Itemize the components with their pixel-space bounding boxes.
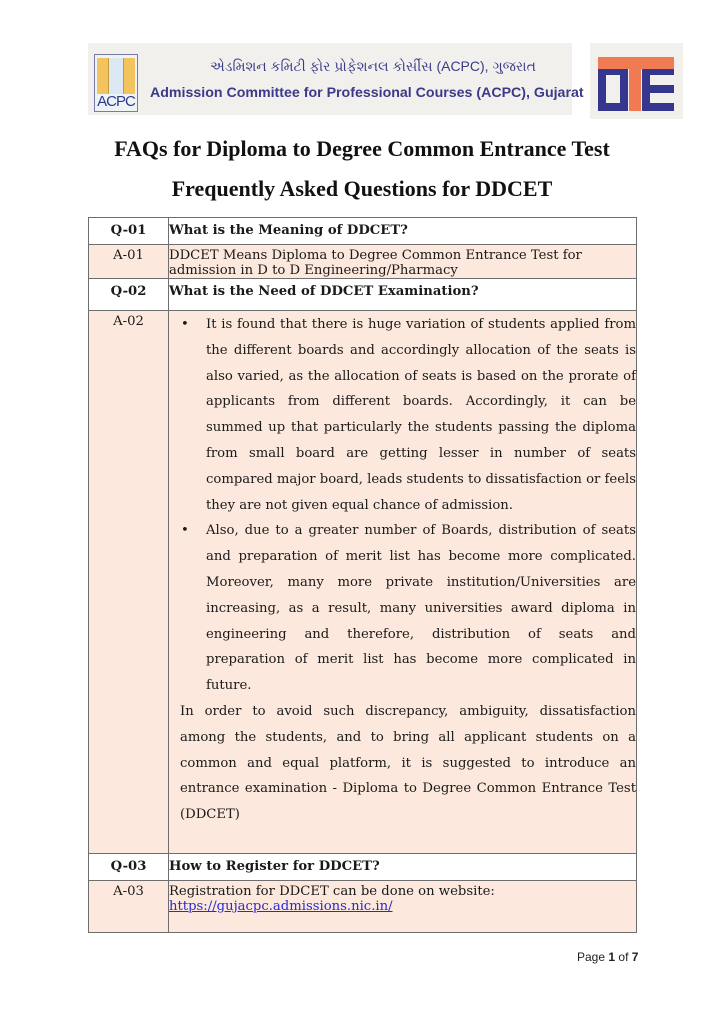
answer-paragraph: In order to avoid such discrepancy, ambiguity, dissatisfaction among the students, and to bring all applicant students on a common and equal platform, it is suggested to introduce an entrance examination - Diploma to Degree Common Entrance Test (DDCET) [180, 703, 636, 823]
bullet-item [181, 518, 636, 699]
answer-label: A-01 [113, 248, 144, 263]
page-number [577, 950, 638, 964]
bullet-icon: • [181, 317, 189, 332]
current-page: 1 [608, 950, 616, 964]
header-banner [88, 43, 572, 115]
dte-e-shape [642, 67, 674, 111]
registration-link[interactable]: https://gujacpc.admissions.nic.in/ [169, 899, 393, 914]
bullet-text: It is found that there is huge variation of students applied from the different boards and accordingly allocation of the seats is also varied, as the allocation of seats is based on the prorate of applicants from different boards. Accordingly, it can be summed up that particularly the students passing the diploma from small board are getting lesser in number of seats compared major board, leads students to dissatisfaction or feels they are not given equal chance of admission. [206, 317, 636, 513]
answer-row [89, 245, 637, 279]
dte-logo [598, 57, 674, 111]
acpc-logo [94, 54, 138, 112]
answer-row [89, 311, 637, 854]
question-text: What is the Need of DDCET Examination? [169, 279, 637, 311]
page-subtitle: Frequently Asked Questions for DDCET [171, 176, 553, 201]
dte-e-gap-top [650, 75, 674, 85]
dte-t-stem [629, 57, 641, 111]
question-text: What is the Meaning of DDCET? [169, 218, 637, 245]
question-label: Q-02 [89, 279, 169, 311]
logo-door-right [123, 58, 135, 94]
question-label: Q-03 [89, 854, 169, 881]
answer-bullet-list [169, 312, 636, 699]
answer-label: A-03 [113, 884, 144, 899]
question-text: How to Register for DDCET? [169, 854, 637, 881]
total-pages: 7 [631, 950, 639, 964]
english-title: Admission Committee for Professional Courses (ACPC), Gujarat [150, 85, 584, 101]
bullet-item [181, 312, 636, 518]
of-word: of [618, 950, 629, 964]
answer-label: A-02 [113, 314, 144, 329]
dte-d-inner [606, 75, 620, 103]
bullet-icon: • [181, 523, 189, 539]
question-row [89, 218, 637, 245]
answer-text: DDCET Means Diploma to Degree Common Entrance Test for admission in D to D Engineering/Pharmacy [169, 248, 582, 278]
faq-table [88, 217, 637, 933]
question-row [89, 854, 637, 881]
page-title: FAQs for Diploma to Degree Common Entrance Test [114, 136, 610, 161]
dte-e-gap-bottom [650, 93, 674, 103]
bullet-text: Also, due to a greater number of Boards, distribution of seats and preparation of merit list has become more complicated. Moreover, many more private institution/Universities are increasing, as a result, many universities award diploma in engineering and therefore, distribution of seats and preparation of merit list has become more complicated in future. [206, 523, 636, 694]
question-row [89, 279, 637, 311]
gujarati-title: એડમિશન કમિટી ફોર પ્રોફેશનલ કોર્સીસ (ACPC), ગુજરાત [210, 58, 536, 74]
answer-row [89, 881, 637, 933]
page-word: Page [577, 950, 606, 964]
logo-door-left [97, 58, 109, 94]
logo-text: ACPC [97, 93, 135, 110]
logo-sky [108, 58, 124, 94]
answer-text: Registration for DDCET can be done on website: [169, 884, 495, 899]
question-label: Q-01 [89, 218, 169, 245]
